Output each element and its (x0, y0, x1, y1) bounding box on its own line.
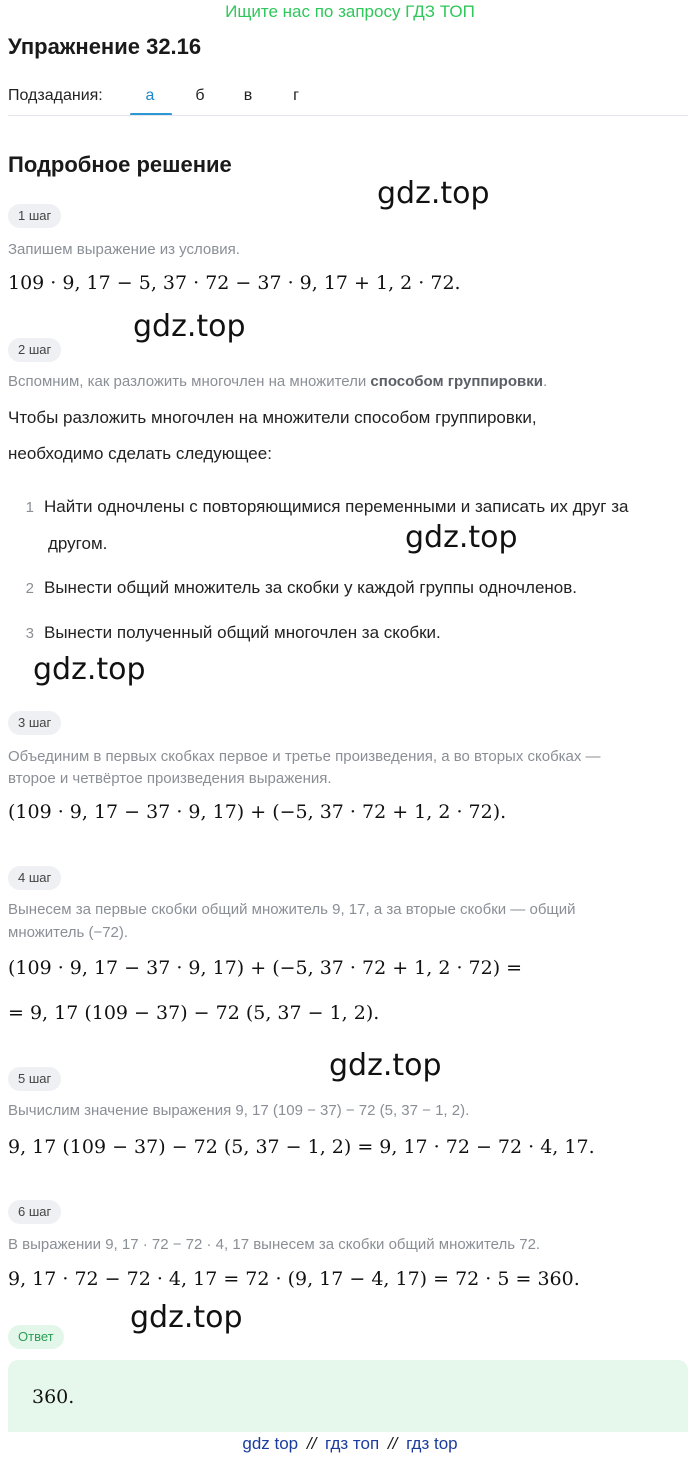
list-item-text: Найти одночлены с повторяющимися переменными и записать их друг за (44, 497, 629, 516)
step-badge-2: 2 шаг (8, 338, 61, 362)
watermark: gdz.top (130, 1300, 243, 1335)
tab-b[interactable]: б (195, 87, 205, 104)
step-2-note-bold: способом группировки (370, 373, 543, 390)
answer-box (8, 1360, 688, 1432)
answer-badge: Ответ (8, 1325, 64, 1349)
footer-link-gdz-top-ru[interactable]: гдз топ (325, 1434, 380, 1453)
step-3-note-line-2: второе и четвёртое произведения выражения. (8, 770, 332, 787)
step-4-note-line-1: Вынесем за первые скобки общий множитель 9, 17, а за вторые скобки — общий (8, 901, 576, 918)
tab-a[interactable]: а (145, 87, 155, 104)
step-4-formula-line-1: (109 · 9, 17 − 37 · 9, 17) + (−5, 37 · 72 + 1, 2 · 72) = (8, 957, 523, 979)
footer-separator: // (306, 1434, 317, 1453)
watermark: gdz.top (329, 1048, 442, 1083)
step-5-formula: 9, 17 (109 − 37) − 72 (5, 37 − 1, 2) = 9, 17 · 72 − 72 · 4, 17. (8, 1136, 595, 1158)
footer-separator: // (387, 1434, 398, 1453)
list-item-text-cont: другом. (48, 534, 108, 553)
footer-links (0, 1434, 700, 1454)
subtasks-label: Подзадания: (8, 87, 103, 104)
list-item-text: Вынести полученный общий многочлен за скобки. (44, 623, 441, 642)
watermark: gdz.top (377, 176, 490, 211)
step-2-text-line-1: Чтобы разложить многочлен на множители способом группировки, (8, 408, 537, 427)
footer-link-gdz-top-mixed[interactable]: гдз top (406, 1434, 458, 1453)
step-badge-1: 1 шаг (8, 204, 61, 228)
step-6-formula: 9, 17 · 72 − 72 · 4, 17 = 72 · (9, 17 − 4, 17) = 72 · 5 = 360. (8, 1268, 580, 1290)
list-item-text: Вынести общий множитель за скобки у каждой группы одночленов. (44, 578, 578, 597)
step-5-note: Вычислим значение выражения 9, 17 (109 − 37) − 72 (5, 37 − 1, 2). (8, 1102, 470, 1119)
step-4-formula-line-2: = 9, 17 (109 − 37) − 72 (5, 37 − 1, 2). (8, 1002, 380, 1024)
step-2-note: Вспомним, как разложить многочлен на множители способом группировки. (8, 373, 548, 390)
list-item-number: 1 (25, 499, 34, 516)
step-badge-4: 4 шаг (8, 866, 61, 890)
tab-g[interactable]: г (293, 87, 299, 104)
step-badge-3: 3 шаг (8, 711, 61, 735)
watermark: gdz.top (133, 309, 246, 344)
step-3-note-line-1: Объединим в первых скобках первое и третье произведения, а во вторых скобках — (8, 748, 601, 765)
watermark: gdz.top (33, 652, 146, 687)
watermark: gdz.top (405, 520, 518, 555)
step-3-formula: (109 · 9, 17 − 37 · 9, 17) + (−5, 37 · 72 + 1, 2 · 72). (8, 801, 507, 823)
step-2-text-line-2: необходимо сделать следующее: (8, 444, 272, 463)
list-item-number: 2 (25, 580, 34, 597)
step-badge-5: 5 шаг (8, 1067, 61, 1091)
answer-value: 360. (32, 1386, 75, 1408)
footer-link-gdz-top[interactable]: gdz top (242, 1434, 299, 1453)
exercise-title: Упражнение 32.16 (8, 34, 202, 59)
step-1-note: Запишем выражение из условия. (8, 241, 240, 258)
solution-heading: Подробное решение (8, 152, 232, 177)
step-4-note-line-2: множитель (−72). (8, 924, 129, 941)
step-badge-6: 6 шаг (8, 1200, 61, 1224)
tabs-divider (8, 115, 688, 116)
top-banner: Ищите нас по запросу ГДЗ ТОП (225, 2, 475, 21)
list-item-number: 3 (25, 625, 34, 642)
step-1-formula: 109 · 9, 17 − 5, 37 · 72 − 37 · 9, 17 + 1, 2 · 72. (8, 272, 461, 294)
step-6-note: В выражении 9, 17 · 72 − 72 · 4, 17 вынесем за скобки общий множитель 72. (8, 1236, 541, 1253)
tab-v[interactable]: в (243, 87, 253, 104)
